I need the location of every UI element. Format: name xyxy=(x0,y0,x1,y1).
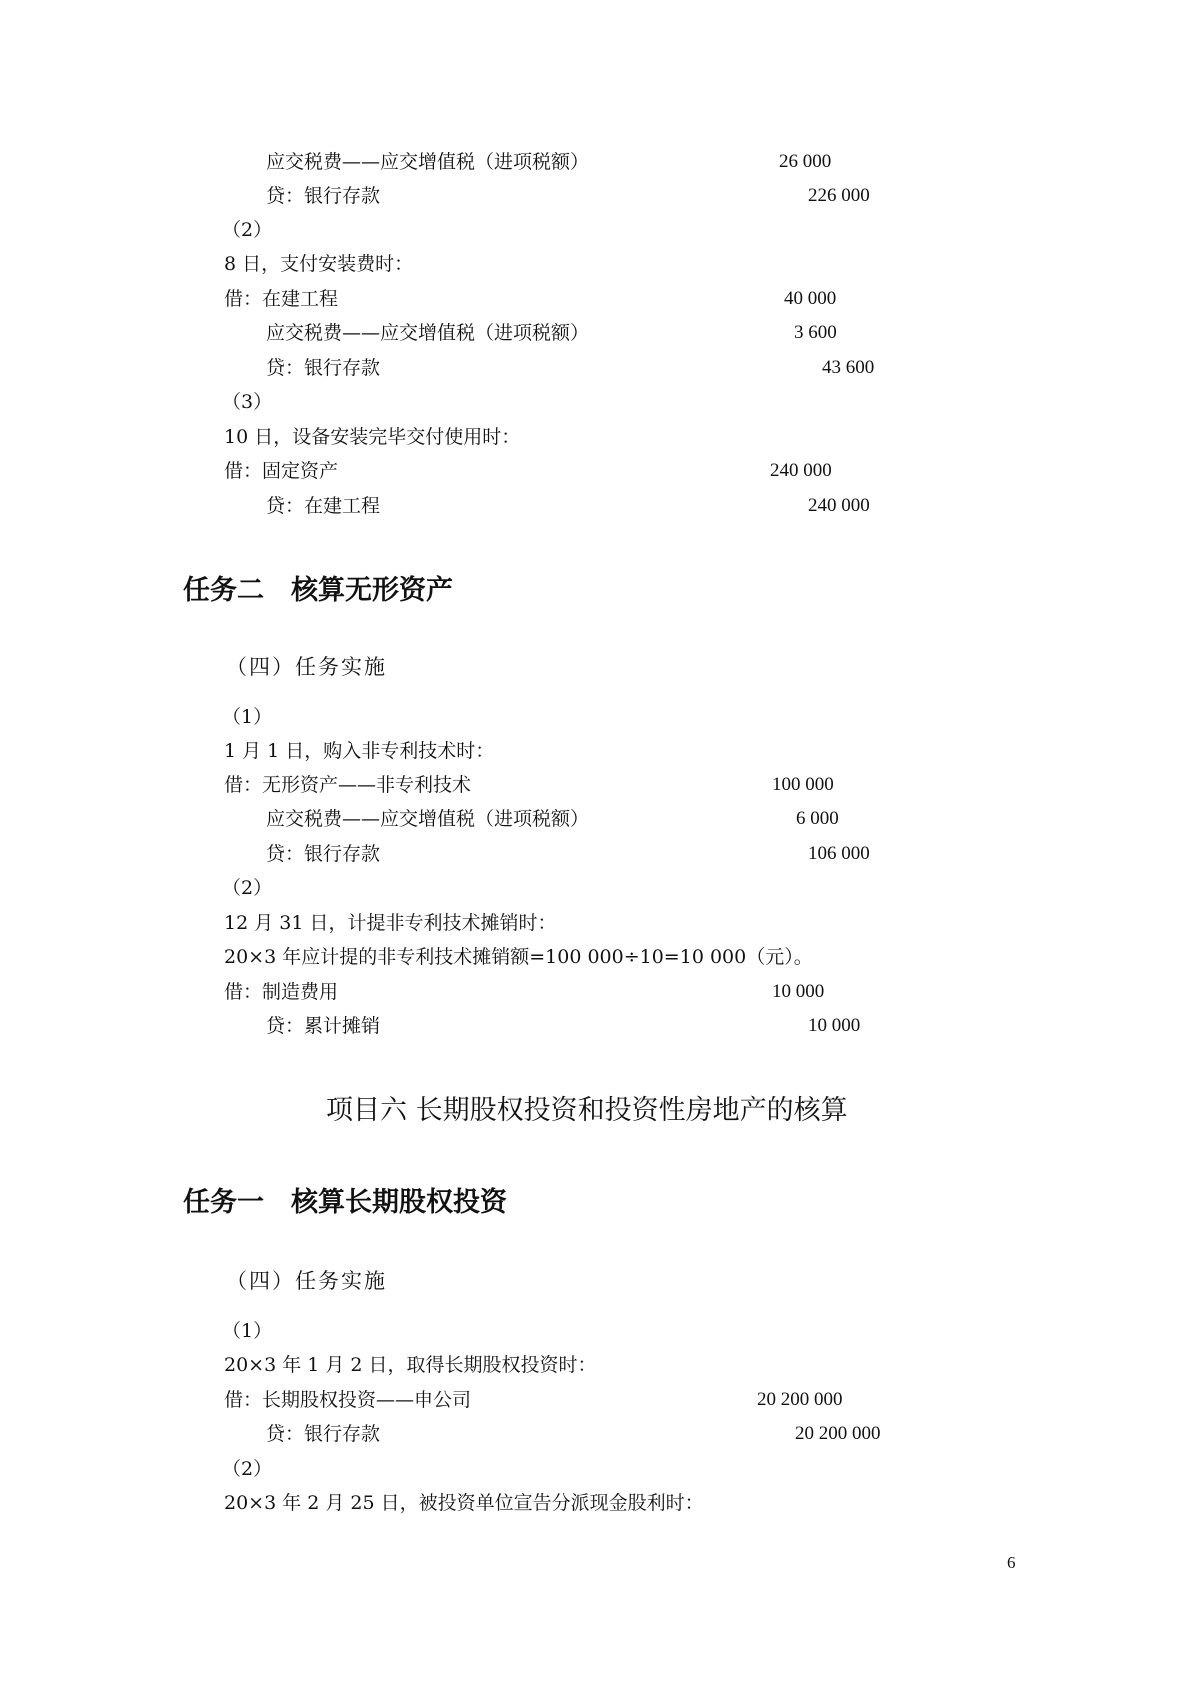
step-number: （2） xyxy=(222,877,273,899)
sub-heading: （四）任务实施 xyxy=(226,655,387,679)
entry-line: 借：长期股权投资——申公司 xyxy=(224,1389,472,1411)
debit-amount: 20 200 000 xyxy=(757,1389,843,1410)
step-description: 8 日，支付安装费时： xyxy=(224,253,414,275)
debit-amount: 40 000 xyxy=(784,288,837,309)
entry-line: 贷：银行存款 xyxy=(266,357,381,379)
step-description: 10 日，设备安装完毕交付使用时： xyxy=(224,426,521,448)
calculation-text: 20×3 年应计提的非专利技术摊销额=100 000÷10=10 000（元）。 xyxy=(224,946,813,968)
step-number: （1） xyxy=(222,1320,273,1342)
credit-amount: 10 000 xyxy=(808,1015,861,1036)
step-number: （3） xyxy=(222,391,273,413)
step-number: （2） xyxy=(222,1458,273,1480)
step-description: 20×3 年 2 月 25 日，被投资单位宣告分派现金股利时： xyxy=(224,1492,704,1514)
credit-amount: 226 000 xyxy=(808,185,870,206)
credit-amount: 106 000 xyxy=(808,843,870,864)
entry-line: 应交税费——应交增值税（进项税额） xyxy=(266,808,590,830)
entry-line: 贷：累计摊销 xyxy=(266,1015,381,1037)
entry-line: 应交税费——应交增值税（进项税额） xyxy=(266,151,590,173)
step-description: 20×3 年 1 月 2 日，取得长期股权投资时： xyxy=(224,1354,597,1376)
entry-line: 贷：银行存款 xyxy=(266,1423,381,1445)
entry-line: 借：制造费用 xyxy=(224,981,339,1003)
credit-amount: 240 000 xyxy=(808,495,870,516)
debit-amount: 10 000 xyxy=(772,981,825,1002)
debit-amount: 6 000 xyxy=(796,808,839,829)
page-number: 6 xyxy=(1007,1553,1016,1572)
entry-line: 应交税费——应交增值税（进项税额） xyxy=(266,322,590,344)
entry-line: 借：固定资产 xyxy=(224,460,339,482)
entry-line: 借：无形资产——非专利技术 xyxy=(224,774,472,796)
step-description: 1 月 1 日，购入非专利技术时： xyxy=(224,740,495,762)
sub-heading: （四）任务实施 xyxy=(226,1269,387,1293)
step-description: 12 月 31 日，计提非专利技术摊销时： xyxy=(224,912,557,934)
entry-line: 借：在建工程 xyxy=(224,288,339,310)
step-number: （2） xyxy=(222,219,273,241)
project-heading: 项目六 长期股权投资和投资性房地产的核算 xyxy=(326,1095,848,1126)
entry-line: 贷：银行存款 xyxy=(266,843,381,865)
credit-amount: 43 600 xyxy=(822,357,875,378)
debit-amount: 100 000 xyxy=(772,774,834,795)
task-heading: 任务一 核算长期股权投资 xyxy=(183,1187,507,1218)
task-heading: 任务二 核算无形资产 xyxy=(183,575,453,606)
entry-line: 贷：在建工程 xyxy=(266,495,381,517)
step-number: （1） xyxy=(222,706,273,728)
debit-amount: 240 000 xyxy=(770,460,832,481)
debit-amount: 26 000 xyxy=(779,151,832,172)
entry-line: 贷：银行存款 xyxy=(266,185,381,207)
debit-amount: 3 600 xyxy=(794,322,837,343)
credit-amount: 20 200 000 xyxy=(795,1423,881,1444)
